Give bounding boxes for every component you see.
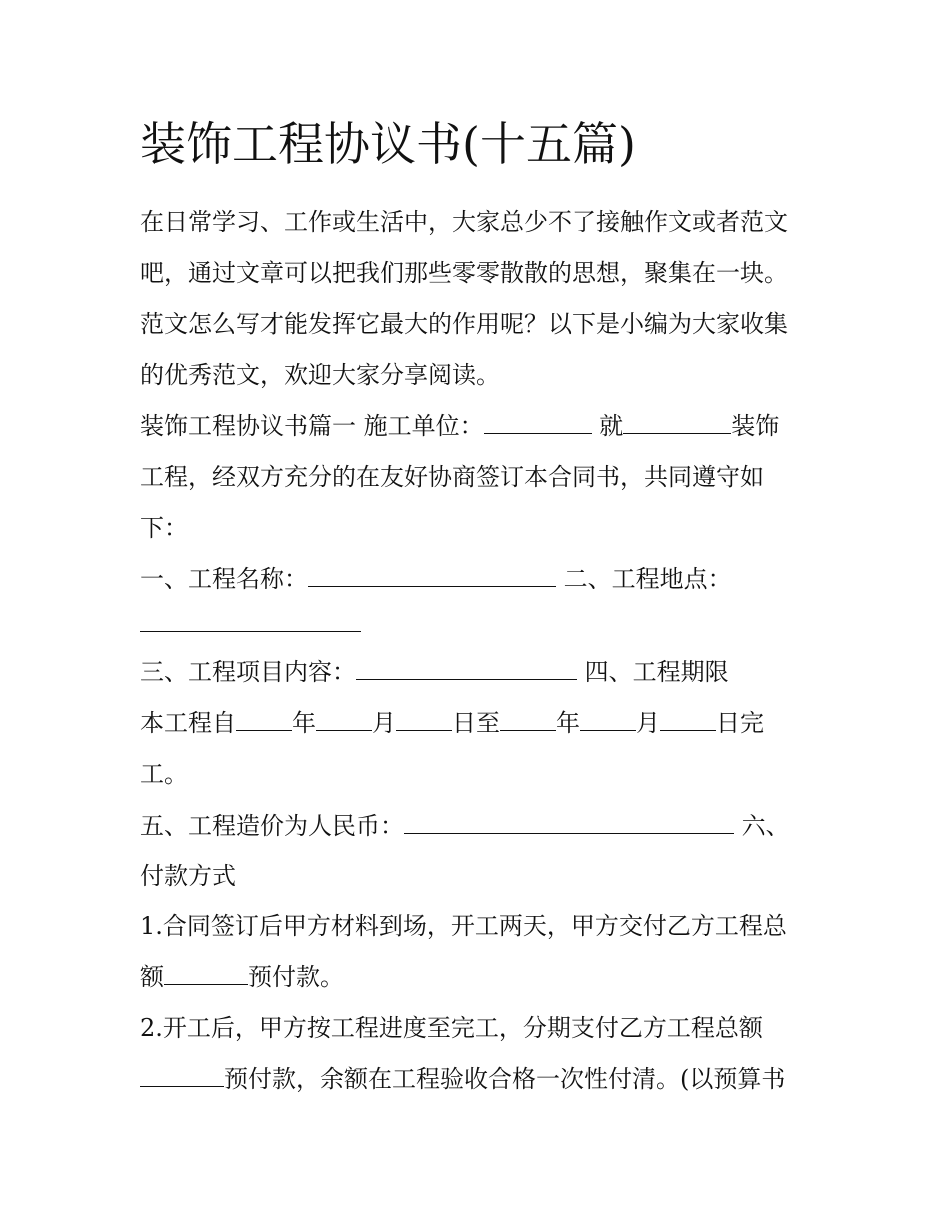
agreement-line-2: 工程，经双方充分的在友好协商签订本合同书，共同遵守如: [140, 463, 764, 491]
date-start-label: 本工程自: [140, 709, 236, 737]
item-payment-line: 付款方式: [140, 862, 236, 890]
payment-1-line-1: 1.合同签订后甲方材料到场，开工两天，甲方交付乙方工程总: [140, 912, 787, 940]
date-range-line: [140, 706, 764, 740]
item-content-line: [140, 655, 729, 689]
end-year-blank: [500, 708, 556, 731]
payment-1-blank: [164, 962, 248, 985]
start-month-blank: [316, 708, 372, 731]
payment-1-amount-label: 额: [140, 963, 164, 991]
agreement-line-3: 下：: [140, 514, 188, 542]
agreement-heading-jiu: 就: [591, 412, 624, 440]
item-project-content: 三、工程项目内容：: [140, 658, 356, 686]
project-location-line: [140, 607, 361, 641]
payment-2-blank: [140, 1064, 224, 1087]
month-label-2: 月: [636, 709, 660, 737]
item-project-name: 一、工程名称：: [140, 565, 308, 593]
item-cost: 五、工程造价为人民币：: [140, 812, 404, 840]
item-cost-line: [140, 809, 790, 843]
project-blank: [623, 411, 731, 434]
year-label-2: 年: [556, 709, 580, 737]
start-year-blank: [236, 708, 292, 731]
construction-unit-blank: [484, 411, 592, 434]
document-title: 装饰工程协议书(十五篇): [140, 117, 636, 171]
intro-line-4: 的优秀范文，欢迎大家分享阅读。: [140, 361, 500, 389]
start-day-blank: [396, 708, 452, 731]
agreement-heading-line: [140, 409, 779, 443]
year-label-1: 年: [292, 709, 316, 737]
day-to-label: 日至: [452, 709, 500, 737]
project-location-blank: [140, 609, 361, 632]
intro-line-1: 在日常学习、工作或生活中，大家总少不了接触作文或者范文: [140, 208, 788, 236]
end-month-blank: [580, 708, 636, 731]
cost-blank: [404, 811, 734, 834]
payment-2-line-1: 2.开工后，甲方按工程进度至完工，分期支付乙方工程总额: [140, 1014, 763, 1042]
project-content-blank: [356, 657, 577, 680]
item-project-location: 二、工程地点：: [556, 565, 732, 593]
intro-line-2: 吧，通过文章可以把我们那些零零散散的思想，聚集在一块。: [140, 259, 788, 287]
date-end-line: 工。: [140, 760, 188, 788]
end-day-blank: [660, 708, 716, 731]
item-payment-number: 六、: [734, 812, 790, 840]
payment-1-prepay: 预付款。: [248, 963, 344, 991]
intro-line-3: 范文怎么写才能发挥它最大的作用呢？以下是小编为大家收集: [140, 310, 788, 338]
item-project-period: 四、工程期限: [577, 658, 729, 686]
payment-2-prepay: 预付款，余额在工程验收合格一次性付清。(以预算书: [224, 1065, 786, 1093]
agreement-heading-text: 装饰工程协议书篇一 施工单位：: [140, 412, 484, 440]
project-name-blank: [308, 564, 556, 587]
agreement-heading-decoration: 装饰: [731, 412, 780, 440]
item-project-name-line: [140, 562, 732, 596]
payment-2-line-2: [140, 1062, 785, 1096]
month-label-1: 月: [372, 709, 396, 737]
day-end-label: 日完: [716, 709, 764, 737]
payment-1-line-2: [140, 960, 344, 994]
